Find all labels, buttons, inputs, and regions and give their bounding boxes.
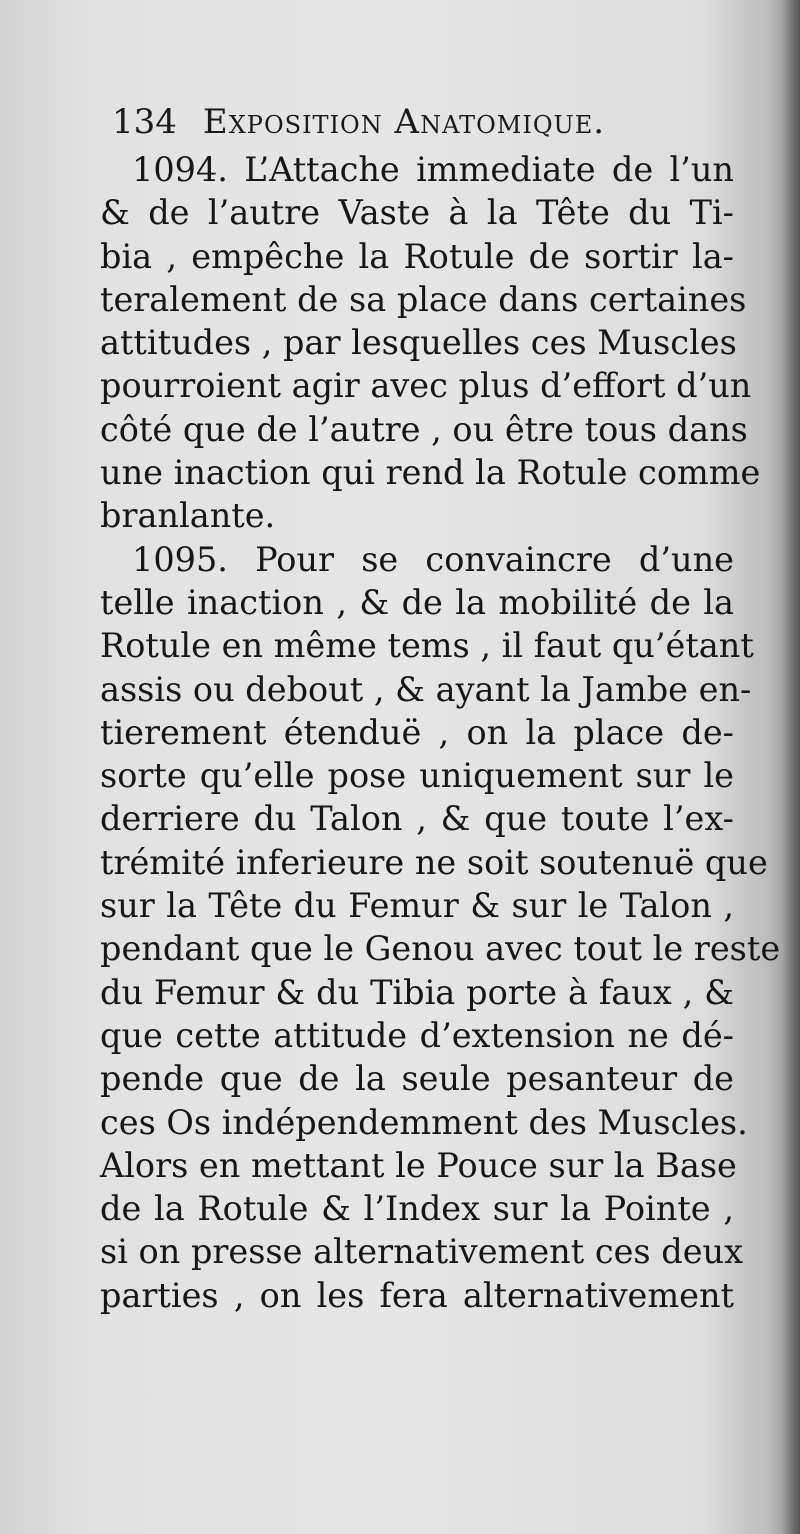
text-line: telle inaction , & de la mobilité de la: [100, 582, 734, 622]
text-line: pende que de la seule pesanteur de: [100, 1059, 734, 1099]
text-line: ces Os indépendemment des Muscles.: [100, 1102, 748, 1142]
text-line: de la Rotule & l’Index sur la Pointe ,: [100, 1189, 734, 1229]
paragraph-1095: [100, 538, 781, 1317]
text-line: branlante.: [100, 496, 276, 536]
text-line: 1094. L’Attache immediate de l’un: [132, 150, 734, 189]
text-line: derriere du Talon , & que toute l’ex-: [100, 799, 734, 839]
text-line: une inaction qui rend la Rotule comme: [100, 453, 761, 493]
text-line: attitudes , par lesquelles ces Muscles: [100, 323, 737, 363]
text-line: Alors en mettant le Pouce sur la Base: [100, 1145, 737, 1185]
text-line: pourroient agir avec plus d’effort d’un: [100, 366, 752, 406]
text-line: Rotule en même tems , il faut qu’étant: [100, 626, 754, 666]
paragraph-1094: [100, 148, 761, 538]
text-line: parties , on les fera alternativement: [100, 1275, 734, 1315]
text-line: sur la Tête du Femur & sur le Talon ,: [100, 886, 734, 926]
page-spine-shadow: [782, 0, 800, 1534]
page-number: 134: [112, 102, 177, 142]
text-line: du Femur & du Tibia porte à faux , &: [100, 972, 734, 1012]
text-line: pendant que le Genou avec tout le reste: [100, 929, 781, 969]
text-line: & de l’autre Vaste à la Tête du Ti-: [100, 193, 734, 233]
text-line: si on presse alternativement ces deux: [100, 1232, 743, 1272]
text-line: côté que de l’autre , ou être tous dans: [100, 409, 748, 449]
text-line: que cette attitude d’extension ne dé-: [100, 1015, 734, 1055]
text-line: assis ou debout , & ayant la Jambe en-: [100, 669, 752, 709]
body-text: [100, 148, 781, 1317]
running-header: [112, 102, 672, 152]
text-line: tierement étenduë , on la place de-: [100, 712, 734, 752]
running-title: Exposition Anatomique.: [202, 102, 606, 142]
text-line: 1095. Pour se convaincre d’une: [132, 539, 734, 579]
text-line: bia , empêche la Rotule de sortir la-: [100, 236, 734, 276]
text-line: trémité inferieure ne soit soutenuë que: [100, 842, 768, 882]
text-line: sorte qu’elle pose uniquement sur le: [100, 756, 734, 796]
text-line: teralement de sa place dans certaines: [100, 279, 747, 319]
